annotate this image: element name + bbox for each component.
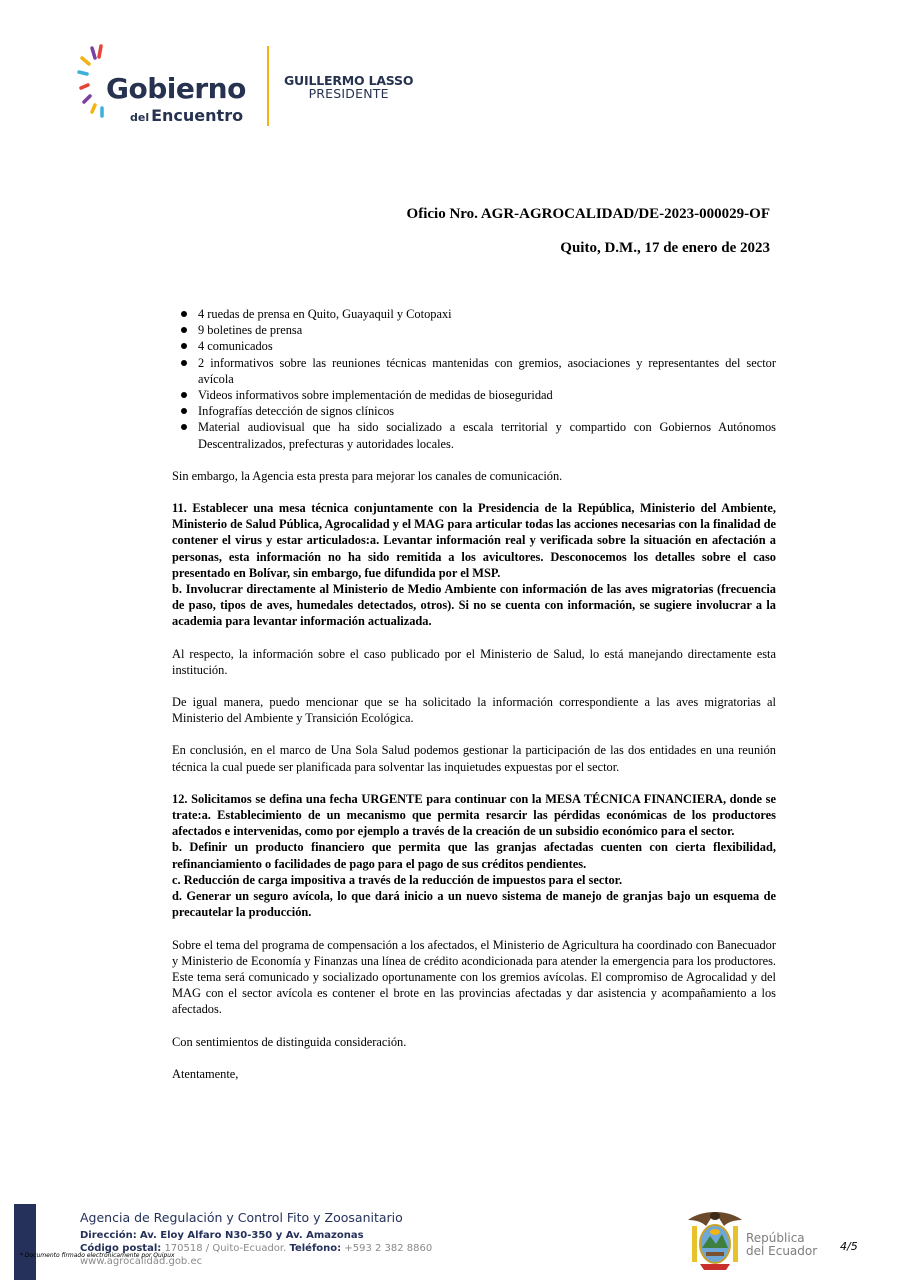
paragraph-point-12d: d. Generar un seguro avícola, lo que dará inicio a un nuevo sistema de manejo de granjas bajo un esquema de precautelar la producción.: [172, 889, 776, 920]
bullet-icon: [181, 327, 187, 333]
list-item: Material audiovisual que ha sido socializado a escala territorial y compartido con Gobiernos Autónomos Descentralizados, prefecturas y autoridades locales.: [172, 419, 776, 451]
paragraph-al-respecto: Al respecto, la información sobre el caso publicado por el Ministerio de Salud, lo está manejando directamente esta institución.: [172, 646, 776, 677]
footer-address: Dirección: Av. Eloy Alfaro N30-350 y Av. Amazonas: [80, 1230, 364, 1241]
paragraph-igual-manera: De igual manera, puedo mencionar que se ha solicitado la información correspondiente a las aves migratorias al Ministerio del Ambiente y Transición Ecológica.: [172, 695, 776, 726]
footer-website-link[interactable]: www.agrocalidad.gob.ec: [80, 1256, 203, 1267]
gobierno-logo: [76, 44, 276, 134]
list-item: 2 informativos sobre las reuniones técnicas mantenidas con gremios, asociaciones y representantes del sector avícola: [172, 355, 776, 387]
list-item: 9 boletines de prensa: [172, 322, 776, 338]
footer-accent-bar: [14, 1204, 36, 1280]
paragraph-point-11a: 11. Establecer una mesa técnica conjuntamente con la Presidencia de la República, Ministerio del Ambiente, Ministerio de Salud Pública, Agrocalidad y el MAG para articular todas las acciones necesarias con la finalidad de contener el virus y estar articulados:a. Levantar información real y verificada sobre la situación en afectación a personas, esta información no ha sido remitida a los avicultores. Desconocemos los detalles sobre el caso presentado en Bolívar, sin embargo, fue difundida por el MSP.: [172, 501, 776, 580]
footer-contact: Código postal: 170518 / Quito-Ecuador. Teléfono: +593 2 382 8860: [80, 1243, 433, 1254]
paragraph-sentimientos: Con sentimientos de distinguida consideración.: [172, 1034, 407, 1049]
republica-ecuador-label: República del Ecuador: [746, 1231, 818, 1258]
electronic-signature-note: * Documento firmado electrónicamente por Quipux: [20, 1252, 175, 1259]
bullet-icon: [181, 360, 187, 366]
communication-list: [172, 306, 776, 452]
list-item: Videos informativos sobre implementación de medidas de bioseguridad: [172, 387, 776, 403]
coat-of-arms-icon: [686, 1208, 744, 1272]
header-divider: [267, 46, 269, 126]
bullet-icon: [181, 424, 187, 430]
bullet-icon: [181, 311, 187, 317]
paragraph-point-12b: b. Definir un producto financiero que permita que las granjas afectadas cuenten con cierta flexibilidad, refinanciamiento o facilidades de pago para el pago de sus créditos pendientes.: [172, 840, 776, 871]
bullet-icon: [181, 343, 187, 349]
president-name: GUILLERMO LASSO: [284, 73, 414, 88]
document-body: [172, 306, 776, 1082]
paragraph-compensacion: Sobre el tema del programa de compensación a los afectados, el Ministerio de Agricultura ha coordinado con Banecuador y Ministerio de Economía y Finanzas una línea de crédito acondicionada para atender la emergencia para los productores. Este tema será comunicado y socializado oportunamente con los gremios avícolas. El compromiso de Agrocalidad y del MAG con el sector avícola es contener el brote en las provincias afectadas y dar asistencia y acompañamiento a los afectados.: [172, 937, 776, 1017]
logo-subtitle: del Encuentro: [130, 106, 244, 125]
paragraph-sin-embargo: Sin embargo, la Agencia esta presta para mejorar los canales de comunicación.: [172, 468, 563, 483]
list-item: Infografías detección de signos clínicos: [172, 403, 776, 419]
page-number: 4/5: [840, 1240, 858, 1253]
president-block: [284, 74, 413, 100]
paragraph-point-11b: b. Involucrar directamente al Ministerio de Medio Ambiente con información de las aves migratorias (frecuencia de paso, tipos de aves, humedales detectados, otros). Si no se cuenta con información, se sugiere involucrar a la academia para levantar información actualizada.: [172, 582, 776, 629]
paragraph-atentamente: Atentamente,: [172, 1066, 239, 1081]
paragraph-point-12a: 12. Solicitamos se defina una fecha URGENTE para continuar con la MESA TÉCNICA FINANCIERA, donde se trate:a. Establecimiento de un mecanismo que permita resarcir las pérdidas económicas de los productores afectados e intervenidas, como por ejemplo a través de la creación de un subsidio económico para el sector.: [172, 791, 776, 839]
oficio-number: Oficio Nro. AGR-AGROCALIDAD/DE-2023-000029-OF: [406, 206, 770, 222]
footer-agency-name: Agencia de Regulación y Control Fito y Zoosanitario: [80, 1210, 403, 1225]
list-item: 4 ruedas de prensa en Quito, Guayaquil y Cotopaxi: [172, 306, 776, 322]
paragraph-point-12c: c. Reducción de carga impositiva a través de la reducción de impuestos para el sector.: [172, 872, 623, 887]
bullet-icon: [181, 392, 187, 398]
paragraph-conclusion: En conclusión, en el marco de Una Sola Salud podemos gestionar la participación de las dos entidades en una reunión técnica la cual puede ser planificada para solventar las inquietudes expuestas por el sector.: [172, 743, 776, 774]
bullet-icon: [181, 408, 187, 414]
list-item: 4 comunicados: [172, 338, 776, 354]
president-title: PRESIDENTE: [308, 86, 389, 101]
logo-wordmark: Gobierno: [106, 72, 246, 105]
document-date: Quito, D.M., 17 de enero de 2023: [560, 240, 770, 256]
